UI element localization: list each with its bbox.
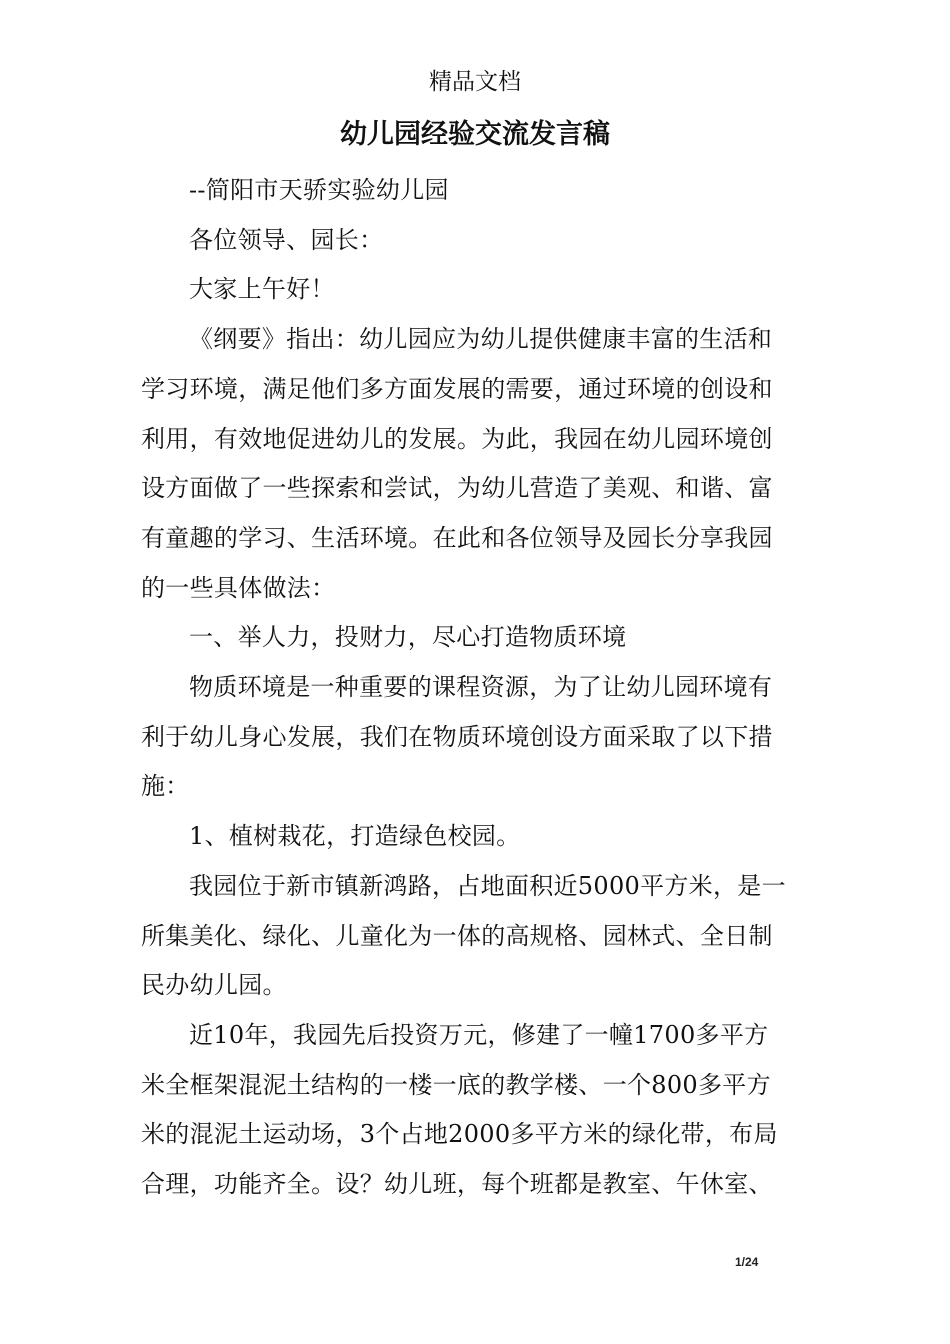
paragraph	[141, 1011, 813, 1210]
text-line: 大家上午好！	[189, 275, 335, 304]
page-number: 1/24	[735, 1255, 759, 1269]
text-line: 合理，功能齐全。设？幼儿班，每个班都是教室、午休室、	[141, 1170, 773, 1199]
section-heading	[141, 613, 813, 663]
text-line: 《纲要》指出：幼儿园应为幼儿提供健康丰富的生活和	[189, 325, 773, 354]
text-line: 各位领导、园长：	[189, 225, 384, 254]
text-line: --简阳市天骄实验幼儿园	[189, 176, 449, 204]
text-line: 米的混泥土运动场，3个占地2000多平方米的绿化带，布局	[141, 1120, 778, 1149]
text-line: 利用，有效地促进幼儿的发展。为此，我园在幼儿园环境创	[141, 424, 773, 453]
text-line: 有童趣的学习、生活环境。在此和各位领导及园长分享我园	[141, 523, 773, 552]
text-line: 近10年，我园先后投资万元，修建了一幢1700多平方	[189, 1020, 769, 1049]
text-line: 米全框架混泥土结构的一楼一底的教学楼、一个800多平方	[141, 1070, 771, 1099]
page-header: 精品文档	[429, 69, 521, 95]
text-line: 民办幼儿园。	[141, 971, 287, 1000]
paragraph	[141, 862, 813, 1011]
greeting	[141, 265, 813, 315]
text-line: 利于幼儿身心发展，我们在物质环境创设方面采取了以下措	[141, 722, 773, 751]
document-body	[141, 166, 813, 1210]
text-line: 物质环境是一种重要的课程资源，为了让幼儿园环境有	[189, 673, 773, 702]
author-line	[141, 166, 813, 216]
text-line: 的一些具体做法：	[141, 573, 336, 602]
subsection-heading	[141, 812, 813, 862]
document-title: 幼儿园经验交流发言稿	[340, 119, 610, 150]
text-line: 一、举人力，投财力，尽心打造物质环境	[189, 623, 627, 652]
text-line: 所集美化、绿化、儿童化为一体的高规格、园林式、全日制	[141, 921, 773, 950]
paragraph	[141, 663, 813, 812]
salutation	[141, 216, 813, 266]
text-line: 施：	[141, 772, 190, 801]
paragraph	[141, 315, 813, 613]
text-line: 学习环境，满足他们多方面发展的需要，通过环境的创设和	[141, 374, 773, 403]
text-line: 设方面做了一些探索和尝试，为幼儿营造了美观、和谐、富	[141, 474, 773, 503]
text-line: 1、植树栽花，打造绿色校园。	[189, 822, 521, 851]
text-line: 我园位于新市镇新鸿路，占地面积近5000平方米，是一	[189, 871, 786, 900]
